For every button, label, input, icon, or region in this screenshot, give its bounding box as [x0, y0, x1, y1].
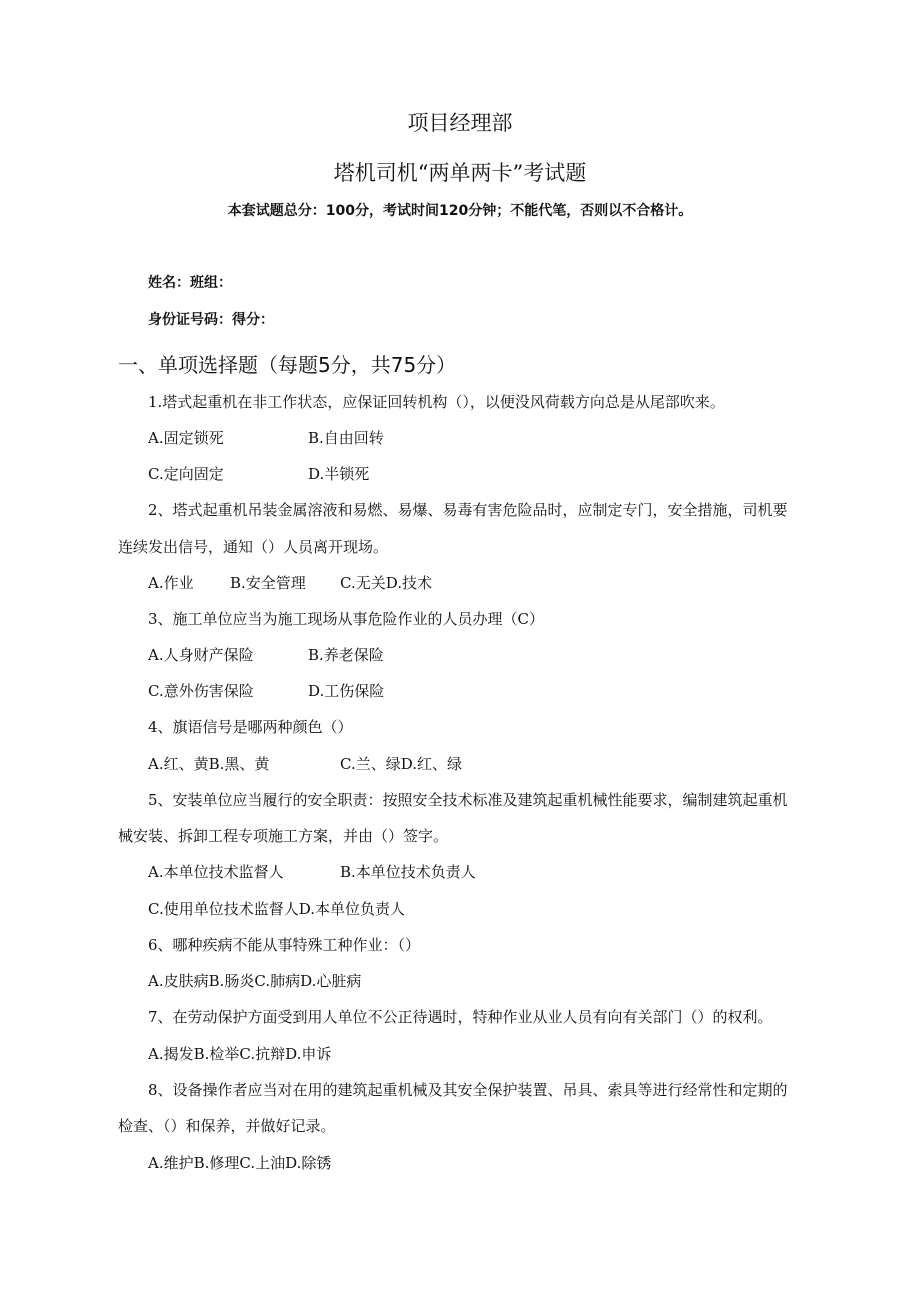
question-1-option-d: D.半锁死: [308, 465, 370, 483]
question-2-option-cd: C.无关D.技术: [340, 574, 432, 592]
question-1-option-c: C.定向固定: [148, 465, 224, 483]
exam-notice: 本套试题总分：100分，考试时间120分钟；不能代笔，否则以不合格计。: [227, 203, 693, 219]
question-6-options: A.皮肤病B.肠炎C.肺病D.心脏病: [148, 972, 362, 990]
question-5-text-line-1: 5、安装单位应当履行的安全职责：按照安全技术标准及建筑起重机械性能要求，编制建筑起重机: [148, 791, 788, 809]
question-3-option-d: D.工伤保险: [308, 682, 385, 700]
question-5-text-line-2: 械安装、拆卸工程专项施工方案，并由（）签字。: [118, 827, 449, 845]
question-4-option-ab: A.红、黄B.黑、黄: [148, 755, 270, 773]
question-1-option-a: A.固定锁死: [148, 429, 224, 447]
exam-title: 塔机司机“两单两卡”考试题: [333, 161, 587, 185]
candidate-id-line: 身份证号码：得分：: [148, 312, 274, 328]
question-6-text: 6、哪种疾病不能从事特殊工种作业：（）: [148, 936, 421, 954]
question-2-option-b: B.安全管理: [230, 574, 306, 592]
question-3-option-c: C.意外伤害保险: [148, 682, 254, 700]
candidate-name-line: 姓名：班组：: [148, 275, 232, 291]
question-5-option-cd: C.使用单位技术监督人D.本单位负责人: [148, 900, 405, 918]
question-8-text-line-1: 8、设备操作者应当对在用的建筑起重机械及其安全保护装置、吊具、索具等进行经常性和定期的: [148, 1081, 788, 1099]
question-2-option-a: A.作业: [148, 574, 194, 592]
question-3-text: 3、施工单位应当为施工现场从事危险作业的人员办理（C）: [148, 610, 545, 628]
question-1-text: 1.塔式起重机在非工作状态，应保证回转机构（），以便没风荷载方向总是从尾部吹来。: [148, 393, 725, 411]
question-8-options: A.维护B.修理C.上油D.除锈: [148, 1154, 332, 1172]
department-heading: 项目经理部: [407, 111, 513, 135]
question-2-text-line-1: 2、塔式起重机吊装金属溶液和易燃、易爆、易毒有害危险品时，应制定专门，安全措施，司机要: [148, 501, 788, 519]
question-7-text: 7、在劳动保护方面受到用人单位不公正待遇时，特种作业从业人员有向有关部门（）的权利。: [148, 1008, 773, 1026]
question-8-text-line-2: 检查、（）和保养，并做好记录。: [118, 1117, 336, 1135]
question-7-options: A.揭发B.检举C.抗辩D.申诉: [148, 1045, 332, 1063]
question-5-option-a: A.本单位技术监督人: [148, 863, 284, 881]
question-3-option-b: B.养老保险: [308, 646, 384, 664]
question-2-text-line-2: 连续发出信号，通知（）人员离开现场。: [118, 538, 389, 556]
question-4-option-cd: C.兰、绿D.红、绿: [340, 755, 462, 773]
question-1-option-b: B.自由回转: [308, 429, 384, 447]
question-4-text: 4、旗语信号是哪两种颜色（）: [148, 718, 353, 736]
question-3-option-a: A.人身财产保险: [148, 646, 254, 664]
question-5-option-b: B.本单位技术负责人: [340, 863, 476, 881]
section-heading-single-choice: 一、单项选择题（每题5分，共75分）: [118, 353, 457, 377]
